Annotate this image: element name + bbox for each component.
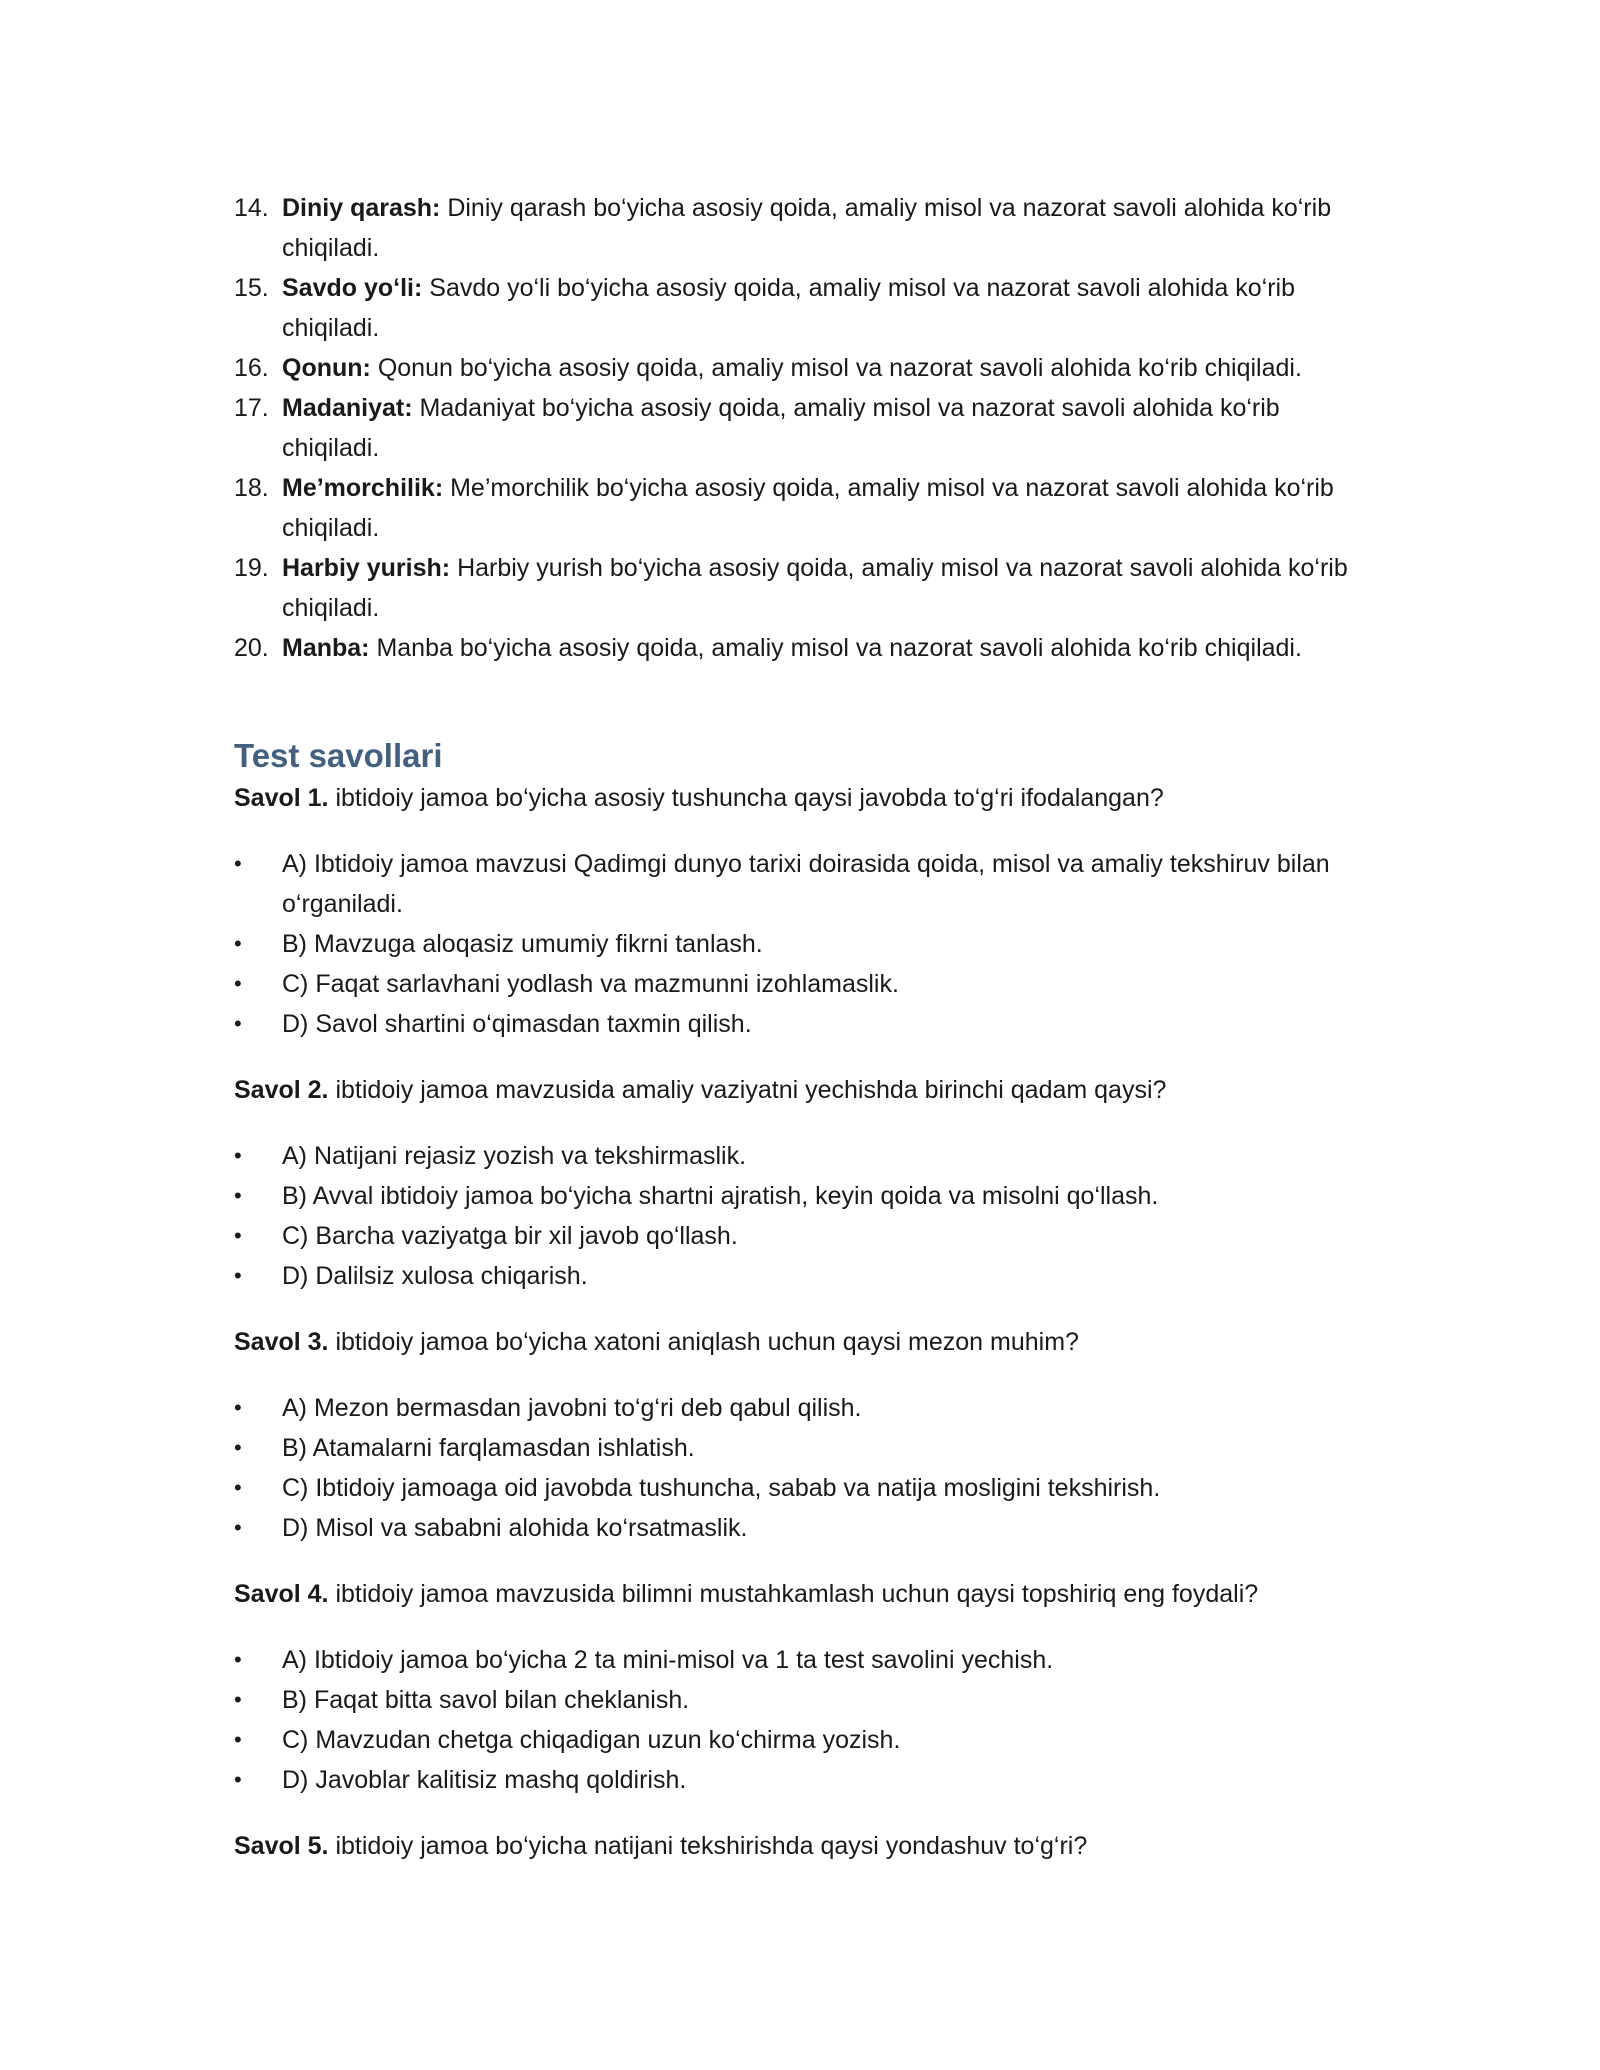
option-text: D) Savol shartini o‘qimasdan taxmin qilish. bbox=[282, 1010, 752, 1038]
option-text: C) Faqat sarlavhani yodlash va mazmunni izohlamaslik. bbox=[282, 970, 899, 998]
option-item bbox=[234, 1004, 1374, 1044]
options-list bbox=[234, 844, 1374, 1044]
item-term: Diniy qarash: bbox=[282, 194, 441, 222]
item-number: 14. bbox=[234, 194, 269, 222]
bullet-icon: • bbox=[234, 1515, 242, 1540]
list-item bbox=[234, 268, 1374, 348]
option-text: A) Ibtidoiy jamoa mavzusi Qadimgi dunyo tarixi doirasida qoida, misol va amaliy tekshiruv bilan o‘rganiladi. bbox=[282, 850, 1330, 918]
item-term: Manba: bbox=[282, 634, 370, 662]
item-number: 16. bbox=[234, 354, 269, 382]
question-label: Savol 5. bbox=[234, 1832, 329, 1860]
bullet-icon: • bbox=[234, 1475, 242, 1500]
option-text: C) Mavzudan chetga chiqadigan uzun ko‘chirma yozish. bbox=[282, 1726, 901, 1754]
item-text: Qonun bo‘yicha asosiy qoida, amaliy misol va nazorat savoli alohida ko‘rib chiqiladi. bbox=[377, 354, 1302, 382]
item-number: 18. bbox=[234, 474, 269, 502]
question-3 bbox=[234, 1322, 1374, 1362]
item-term: Qonun: bbox=[282, 354, 371, 382]
item-number: 20. bbox=[234, 634, 269, 662]
option-text: C) Ibtidoiy jamoaga oid javobda tushuncha, sabab va natija mosligini tekshirish. bbox=[282, 1474, 1161, 1502]
option-item bbox=[234, 1256, 1374, 1296]
document-content bbox=[234, 188, 1374, 1866]
bullet-icon: • bbox=[234, 1727, 242, 1752]
option-item bbox=[234, 964, 1374, 1004]
question-text: ibtidoiy jamoa bo‘yicha asosiy tushuncha qaysi javobda to‘g‘ri ifodalangan? bbox=[335, 784, 1164, 812]
list-item bbox=[234, 348, 1374, 388]
topic-list bbox=[234, 188, 1374, 668]
option-text: D) Misol va sababni alohida ko‘rsatmaslik. bbox=[282, 1514, 748, 1542]
bullet-icon: • bbox=[234, 1647, 242, 1672]
option-item bbox=[234, 1508, 1374, 1548]
bullet-icon: • bbox=[234, 1767, 242, 1792]
option-item bbox=[234, 1760, 1374, 1800]
bullet-icon: • bbox=[234, 1395, 242, 1420]
option-text: A) Mezon bermasdan javobni to‘g‘ri deb qabul qilish. bbox=[282, 1394, 862, 1422]
option-text: C) Barcha vaziyatga bir xil javob qo‘llash. bbox=[282, 1222, 738, 1250]
option-text: A) Natijani rejasiz yozish va tekshirmaslik. bbox=[282, 1142, 747, 1170]
question-text: ibtidoiy jamoa bo‘yicha xatoni aniqlash uchun qaysi mezon muhim? bbox=[335, 1328, 1079, 1356]
item-number: 15. bbox=[234, 274, 269, 302]
item-term: Harbiy yurish: bbox=[282, 554, 451, 582]
item-term: Me’morchilik: bbox=[282, 474, 444, 502]
question-4 bbox=[234, 1574, 1374, 1614]
item-text: Harbiy yurish bo‘yicha asosiy qoida, amaliy misol va nazorat savoli alohida ko‘rib chiqiladi. bbox=[282, 554, 1348, 622]
list-item bbox=[234, 188, 1374, 268]
list-item bbox=[234, 468, 1374, 548]
options-list bbox=[234, 1388, 1374, 1548]
option-item bbox=[234, 1720, 1374, 1760]
item-text: Savdo yo‘li bo‘yicha asosiy qoida, amaliy misol va nazorat savoli alohida ko‘rib chiqiladi. bbox=[282, 274, 1295, 342]
option-text: B) Mavzuga aloqasiz umumiy fikrni tanlash. bbox=[282, 930, 763, 958]
bullet-icon: • bbox=[234, 931, 242, 956]
list-item bbox=[234, 548, 1374, 628]
question-2 bbox=[234, 1070, 1374, 1110]
question-label: Savol 1. bbox=[234, 784, 329, 812]
options-list bbox=[234, 1640, 1374, 1800]
option-item bbox=[234, 1176, 1374, 1216]
option-item bbox=[234, 1680, 1374, 1720]
question-5 bbox=[234, 1826, 1374, 1866]
option-text: B) Faqat bitta savol bilan cheklanish. bbox=[282, 1686, 690, 1714]
bullet-icon: • bbox=[234, 1223, 242, 1248]
question-label: Savol 3. bbox=[234, 1328, 329, 1356]
question-1 bbox=[234, 778, 1374, 818]
item-text: Diniy qarash bo‘yicha asosiy qoida, amaliy misol va nazorat savoli alohida ko‘rib chiqiladi. bbox=[282, 194, 1332, 262]
option-item bbox=[234, 1388, 1374, 1428]
option-item bbox=[234, 1216, 1374, 1256]
question-text: ibtidoiy jamoa mavzusida amaliy vaziyatni yechishda birinchi qadam qaysi? bbox=[335, 1076, 1167, 1104]
item-number: 17. bbox=[234, 394, 269, 422]
question-text: ibtidoiy jamoa mavzusida bilimni mustahkamlash uchun qaysi topshiriq eng foydali? bbox=[335, 1580, 1259, 1608]
option-item bbox=[234, 1640, 1374, 1680]
bullet-icon: • bbox=[234, 851, 242, 876]
option-text: B) Atamalarni farqlamasdan ishlatish. bbox=[282, 1434, 695, 1462]
bullet-icon: • bbox=[234, 1011, 242, 1036]
question-label: Savol 2. bbox=[234, 1076, 329, 1104]
option-item bbox=[234, 1468, 1374, 1508]
option-text: B) Avval ibtidoiy jamoa bo‘yicha shartni ajratish, keyin qoida va misolni qo‘llash. bbox=[282, 1182, 1159, 1210]
bullet-icon: • bbox=[234, 1687, 242, 1712]
options-list bbox=[234, 1136, 1374, 1296]
section-heading: Test savollari bbox=[234, 737, 443, 774]
option-item bbox=[234, 844, 1374, 924]
item-text: Me’morchilik bo‘yicha asosiy qoida, amaliy misol va nazorat savoli alohida ko‘rib chiqiladi. bbox=[282, 474, 1334, 542]
question-text: ibtidoiy jamoa bo‘yicha natijani tekshirishda qaysi yondashuv to‘g‘ri? bbox=[335, 1832, 1088, 1860]
item-text: Madaniyat bo‘yicha asosiy qoida, amaliy misol va nazorat savoli alohida ko‘rib chiqiladi. bbox=[282, 394, 1280, 462]
question-label: Savol 4. bbox=[234, 1580, 329, 1608]
bullet-icon: • bbox=[234, 1143, 242, 1168]
item-term: Savdo yo‘li: bbox=[282, 274, 423, 302]
item-text: Manba bo‘yicha asosiy qoida, amaliy misol va nazorat savoli alohida ko‘rib chiqiladi. bbox=[376, 634, 1302, 662]
item-number: 19. bbox=[234, 554, 269, 582]
option-text: A) Ibtidoiy jamoa bo‘yicha 2 ta mini-misol va 1 ta test savolini yechish. bbox=[282, 1646, 1054, 1674]
list-item bbox=[234, 388, 1374, 468]
bullet-icon: • bbox=[234, 1263, 242, 1288]
item-term: Madaniyat: bbox=[282, 394, 413, 422]
option-item bbox=[234, 1136, 1374, 1176]
bullet-icon: • bbox=[234, 971, 242, 996]
bullet-icon: • bbox=[234, 1183, 242, 1208]
option-text: D) Dalilsiz xulosa chiqarish. bbox=[282, 1262, 588, 1290]
bullet-icon: • bbox=[234, 1435, 242, 1460]
option-item bbox=[234, 924, 1374, 964]
option-text: D) Javoblar kalitisiz mashq qoldirish. bbox=[282, 1766, 687, 1794]
option-item bbox=[234, 1428, 1374, 1468]
list-item bbox=[234, 628, 1374, 668]
